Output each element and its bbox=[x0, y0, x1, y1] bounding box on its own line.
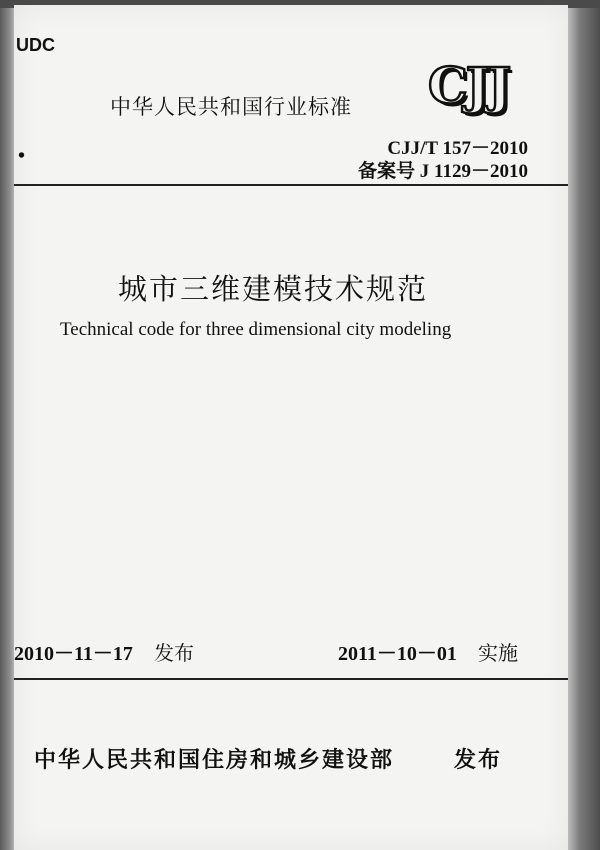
implement-date: 2011－10－01 bbox=[338, 643, 457, 665]
udc-label: UDC bbox=[16, 35, 55, 55]
implement-label: 实施 bbox=[478, 641, 518, 665]
issue-label: 发布 bbox=[154, 641, 194, 665]
standard-code: CJJ/T 157－2010 bbox=[387, 138, 528, 159]
issue-date: 2010－11－17 bbox=[14, 643, 133, 665]
industry-standard-heading: 中华人民共和国行业标准 bbox=[110, 95, 352, 119]
bottom-divider bbox=[14, 678, 568, 680]
title-english: Technical code for three dimensional city modeling bbox=[60, 319, 452, 340]
document-cover-page bbox=[14, 5, 568, 850]
top-divider bbox=[14, 184, 568, 186]
cjj-logo: CJJ bbox=[428, 56, 510, 115]
record-number: 备案号 J 1129－2010 bbox=[358, 161, 528, 182]
bullet-mark: • bbox=[18, 145, 26, 167]
issuing-ministry: 中华人民共和国住房和城乡建设部 bbox=[34, 748, 395, 773]
publish-label: 发布 bbox=[454, 748, 503, 773]
title-chinese: 城市三维建模技术规范 bbox=[118, 272, 429, 306]
